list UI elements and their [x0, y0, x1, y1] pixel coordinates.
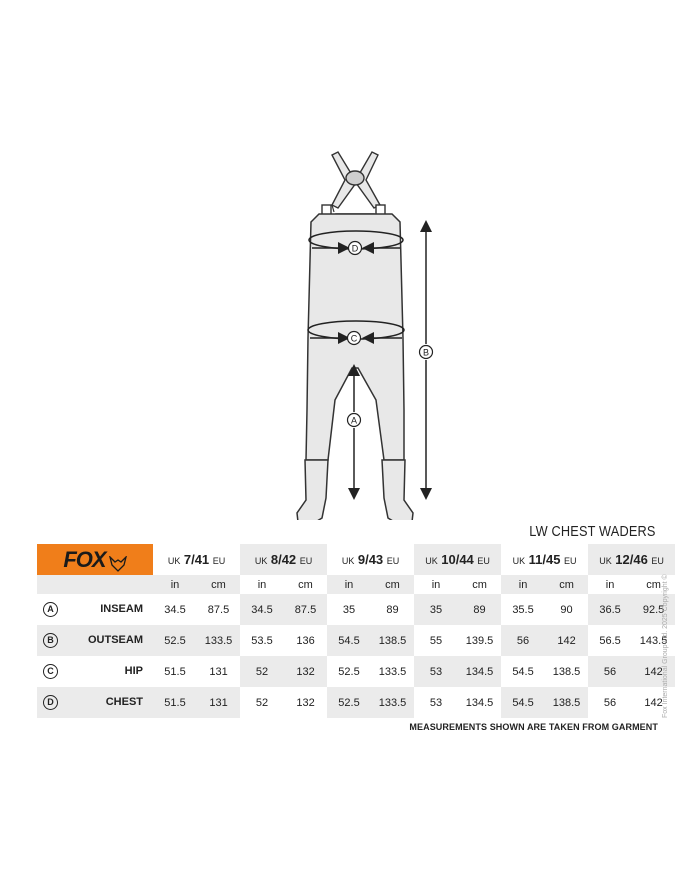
value-cell: 133.5 — [371, 687, 414, 718]
measurement-row-hip — [37, 656, 675, 687]
value-cell: 134.5 — [458, 656, 501, 687]
unit-in: in — [501, 575, 545, 594]
value-cell: 54.5 — [327, 625, 371, 656]
measurement-rows — [37, 594, 675, 718]
value-cell: 52.5 — [153, 625, 197, 656]
unit-cm: cm — [545, 575, 588, 594]
chart-title: LW CHEST WADERS — [529, 523, 656, 540]
value-cell: 142 — [545, 625, 588, 656]
row-label: CHEST — [105, 696, 143, 708]
size-header-row — [37, 544, 675, 575]
brand-wordmark: FOX — [63, 546, 106, 572]
fox-head-icon — [109, 556, 127, 572]
value-cell: 55 — [429, 634, 443, 647]
svg-text:D: D — [351, 243, 359, 254]
value-cell: 35 — [414, 594, 458, 625]
value-cell: 34.5 — [240, 594, 284, 625]
row-key-cell — [37, 625, 143, 656]
value-cell: 52 — [240, 656, 284, 687]
value-cell: 133.5 — [378, 665, 407, 678]
value-cell: 142 — [644, 696, 663, 709]
value-cell: 132 — [284, 656, 327, 687]
measurement-row-inseam — [37, 594, 675, 625]
size-header-5: UK 11/45 EU — [512, 552, 577, 567]
row-key-cell — [37, 656, 143, 687]
value-cell: 90 — [560, 603, 573, 616]
value-cell: 89 — [458, 594, 501, 625]
value-cell: 34.5 — [164, 603, 186, 616]
value-cell: 138.5 — [552, 665, 581, 678]
wader-body — [297, 214, 413, 520]
value-cell: 56 — [588, 656, 632, 687]
row-key-cell — [37, 594, 143, 625]
unit-in: in — [431, 578, 441, 591]
value-cell: 133.5 — [197, 625, 240, 656]
value-cell: 56.5 — [599, 634, 621, 647]
unit-cm: cm — [298, 578, 313, 591]
row-key-badge: C — [43, 664, 58, 679]
brand-logo — [37, 544, 153, 575]
row-key-badge: D — [43, 695, 58, 710]
size-header-1: UK 7/41 EU — [167, 552, 226, 567]
value-cell: 53 — [429, 696, 443, 709]
value-cell: 52.5 — [338, 665, 360, 678]
row-label: INSEAM — [100, 603, 143, 615]
value-cell: 132 — [296, 696, 315, 709]
value-cell: 51.5 — [153, 687, 197, 718]
value-cell: 131 — [197, 687, 240, 718]
value-cell: 56 — [603, 696, 617, 709]
unit-in: in — [327, 575, 371, 594]
unit-cm: cm — [646, 578, 661, 591]
value-cell: 35 — [342, 603, 356, 616]
size-header-2: UK 8/42 EU — [240, 544, 327, 575]
size-header-6: UK 12/46 EU — [588, 544, 675, 575]
measurement-note: MEASUREMENTS SHOWN ARE TAKEN FROM GARMENT — [409, 722, 658, 732]
svg-text:C: C — [350, 333, 358, 344]
value-cell: 51.5 — [164, 665, 186, 678]
value-cell: 52 — [255, 696, 269, 709]
size-header-3: UK 9/43 EU — [341, 552, 400, 567]
value-cell: 142 — [632, 656, 675, 687]
suspender-straps — [322, 152, 385, 215]
unit-blank — [37, 575, 153, 594]
value-cell: 131 — [209, 665, 228, 678]
value-cell: 53.5 — [251, 634, 273, 647]
unit-in: in — [605, 578, 615, 591]
measurement-row-chest — [37, 687, 675, 718]
value-cell: 136 — [296, 634, 315, 647]
unit-cm: cm — [472, 578, 487, 591]
unit-in: in — [257, 578, 267, 591]
value-cell: 87.5 — [284, 594, 327, 625]
value-cell: 54.5 — [512, 665, 534, 678]
measurement-row-outseam — [37, 625, 675, 656]
size-header-4: UK 10/44 EU — [414, 544, 501, 575]
row-label: OUTSEAM — [88, 634, 143, 646]
unit-header-row — [37, 575, 675, 594]
value-cell: 36.5 — [588, 594, 632, 625]
row-label: HIP — [124, 665, 143, 677]
value-cell: 52.5 — [327, 687, 371, 718]
value-cell: 87.5 — [207, 603, 230, 616]
value-cell: 89 — [386, 603, 399, 616]
value-cell: 35.5 — [512, 603, 534, 616]
copyright-text: Fox International Group Ltd. 2025 Copyright © — [662, 574, 669, 718]
row-key-badge: B — [43, 633, 58, 648]
svg-text:B: B — [422, 347, 430, 358]
row-key-cell — [37, 687, 143, 718]
value-cell: 54.5 — [501, 687, 545, 718]
value-cell: 134.5 — [465, 696, 494, 709]
unit-in: in — [153, 575, 197, 594]
value-cell: 56 — [501, 625, 545, 656]
size-chart-table — [37, 544, 675, 718]
unit-cm: cm — [197, 575, 240, 594]
value-cell: 139.5 — [465, 634, 494, 647]
value-cell: 143.5 — [639, 634, 668, 647]
svg-text:A: A — [350, 415, 358, 426]
row-key-badge: A — [43, 602, 58, 617]
value-cell: 138.5 — [545, 687, 588, 718]
value-cell: 138.5 — [371, 625, 414, 656]
value-cell: 53 — [414, 656, 458, 687]
value-cell: 92.5 — [632, 594, 675, 625]
unit-cm: cm — [371, 575, 414, 594]
